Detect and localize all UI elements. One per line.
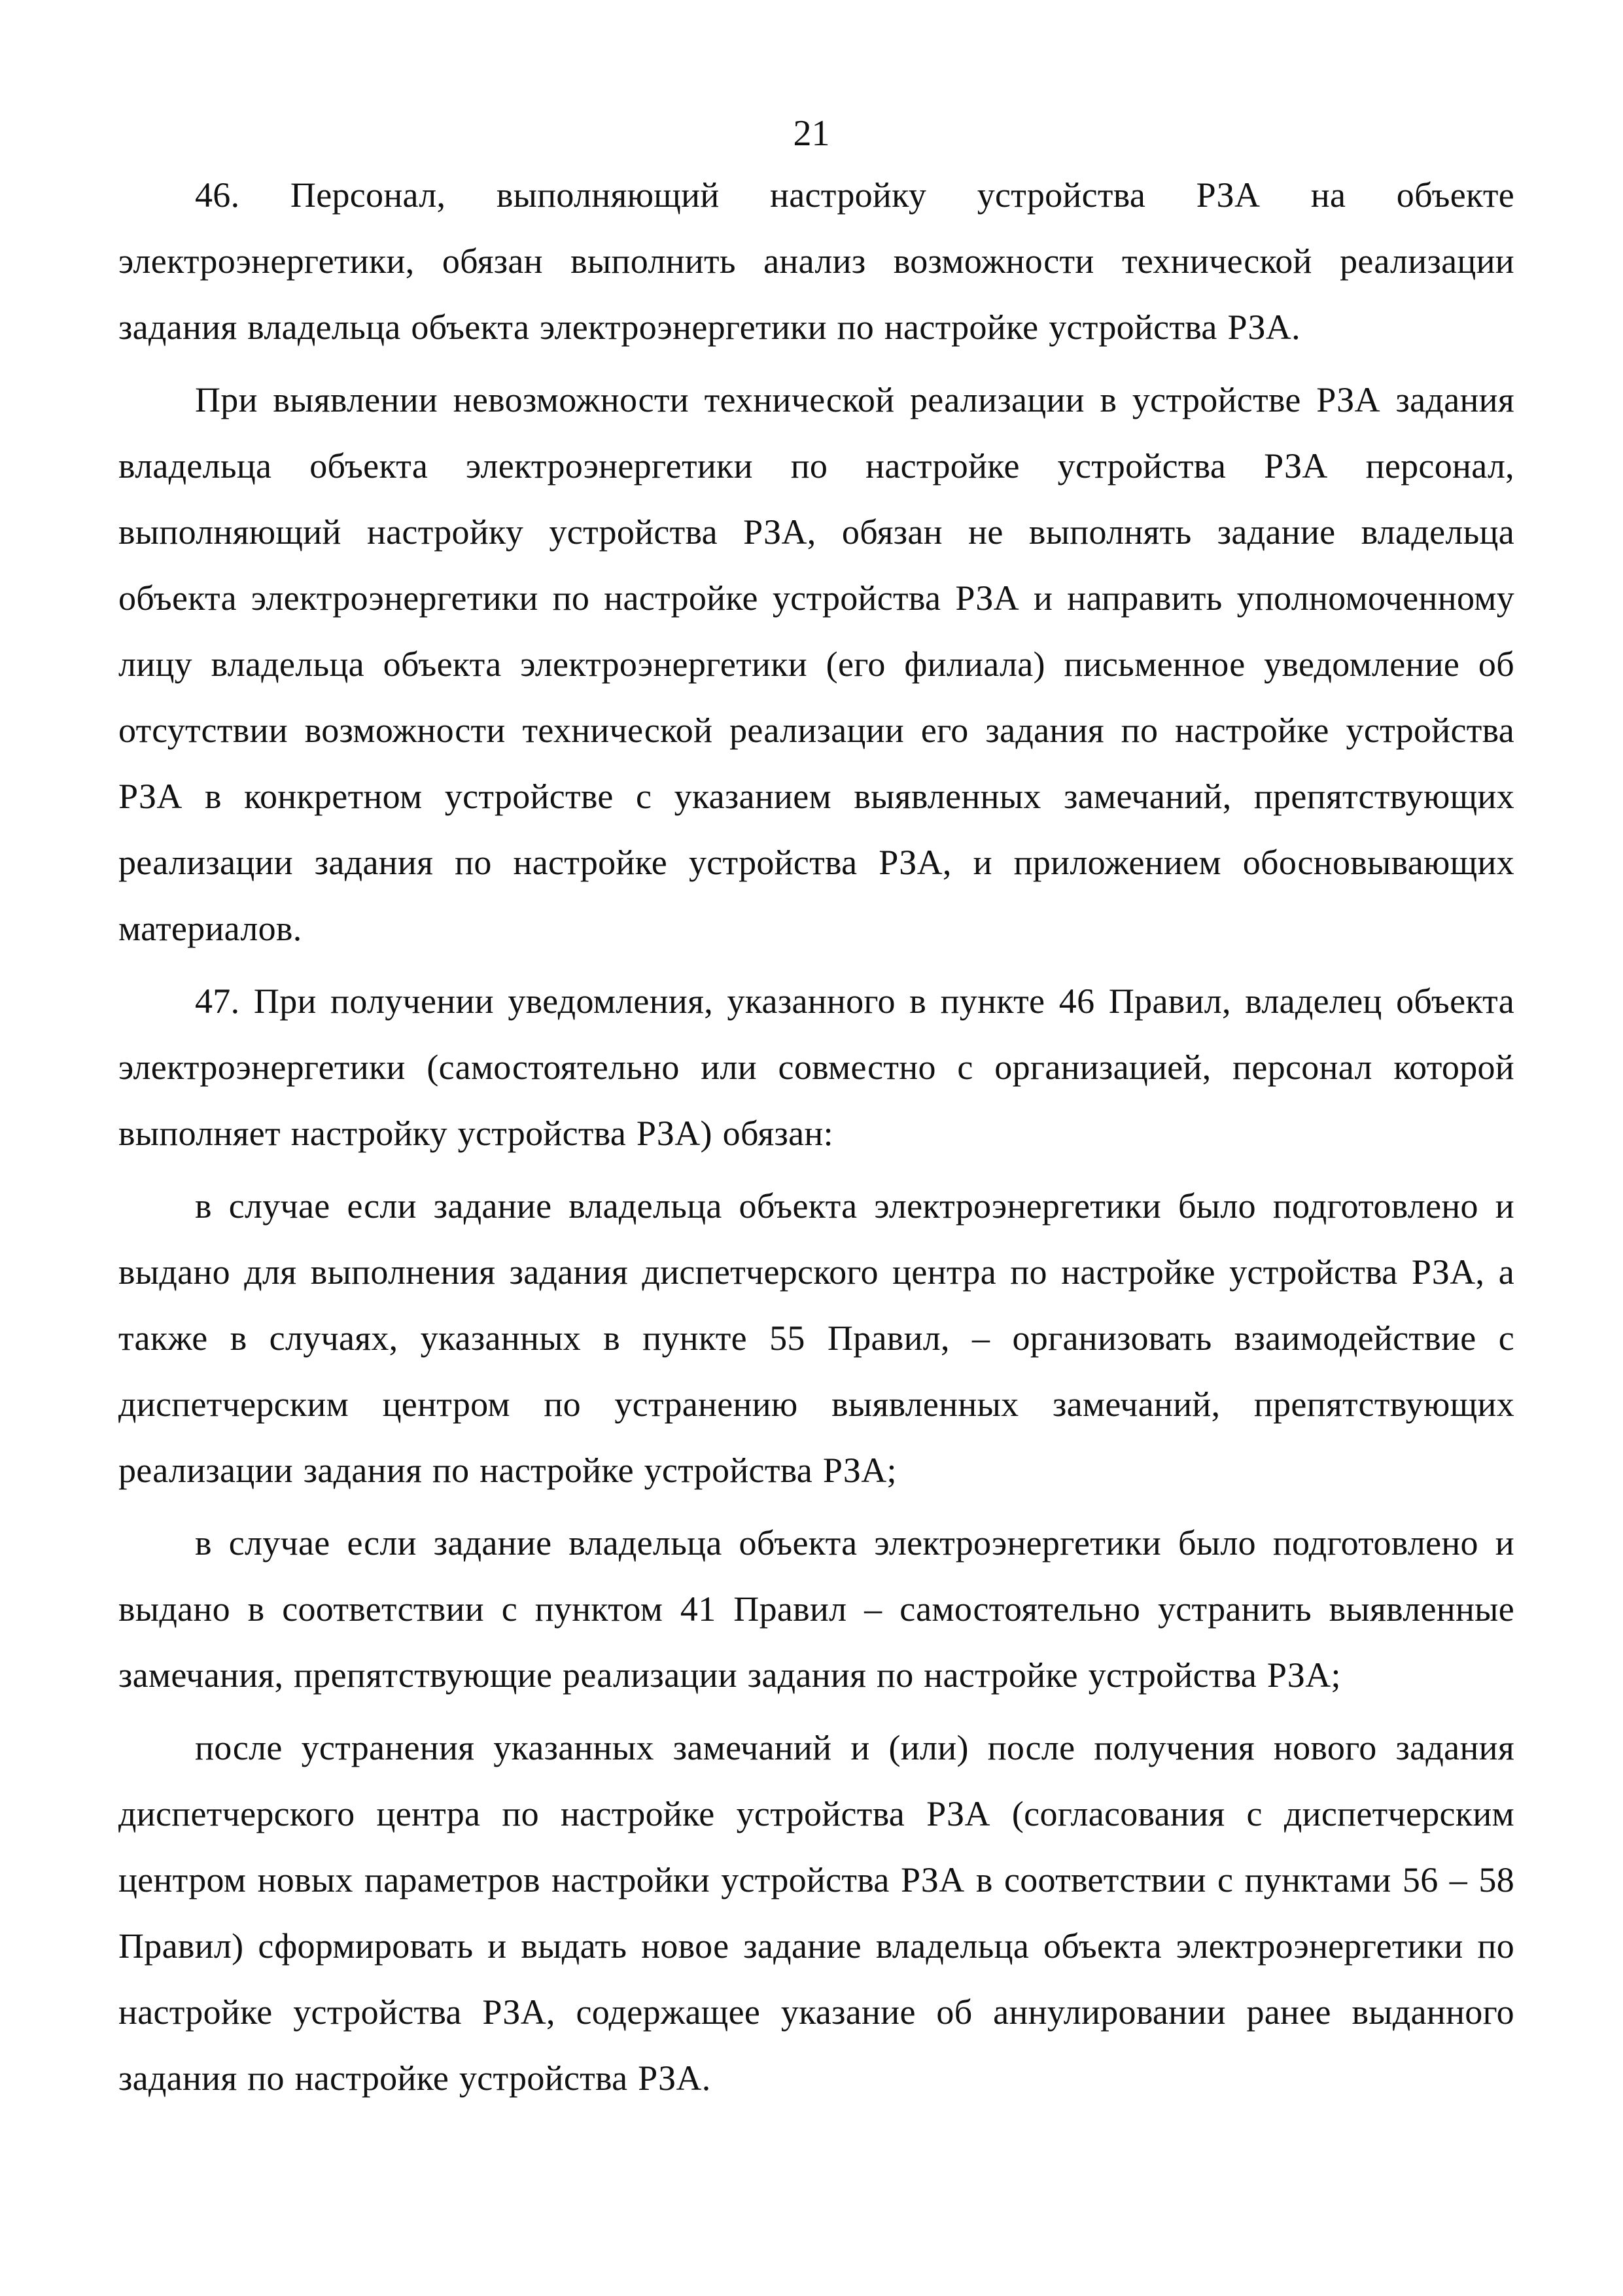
paragraph-47-new-task: после устранения указанных замечаний и (или) после получения нового задания диспетчерского центра по настройке устройства РЗА (согласования с диспетчерским центром новых параметров настройки устройства РЗА в соответствии с пунктами 56 – 58 Правил) сформировать и выдать новое задание владельца объекта электроэнергетики по настройке устройства РЗА, содержащее указание об аннулировании ранее выданного задания по настройке устройства РЗА. xyxy=(118,1728,1514,2098)
page-number: 21 xyxy=(793,113,830,154)
paragraph-46-analysis: 46. Персонал, выполняющий настройку устройства РЗА на объекте электроэнергетики, обязан выполнить анализ возможности технической реализации задания владельца объекта электроэнергетики по настройке устройства РЗА. xyxy=(118,175,1514,347)
paragraph-47-intro: 47. При получении уведомления, указанного в пункте 46 Правил, владелец объекта электроэнергетики (самостоятельно или совместно с организацией, персонал которой выполняет настройку устройства РЗА) обязан: xyxy=(118,981,1514,1153)
paragraph-46-impossibility-notice: При выявлении невозможности технической реализации в устройстве РЗА задания владельца объекта электроэнергетики по настройке устройства РЗА персонал, выполняющий настройку устройства РЗА, обязан не выполнять задание владельца объекта электроэнергетики по настройке устройства РЗА и направить уполномоченному лицу владельца объекта электроэнергетики (его филиала) письменное уведомление об отсутствии возможности технической реализации его задания по настройке устройства РЗА в конкретном устройстве с указанием выявленных замечаний, препятствующих реализации задания по настройке устройства РЗА, и приложением обосновывающих материалов. xyxy=(118,380,1514,948)
paragraph-47-self-correction-case: в случае если задание владельца объекта электроэнергетики было подготовлено и выдано в соответствии с пунктом 41 Правил – самостоятельно устранить выявленные замечания, препятствующие реализации задания по настройке устройства РЗА; xyxy=(118,1523,1514,1695)
paragraph-47-dispatch-case: в случае если задание владельца объекта электроэнергетики было подготовлено и выдано для выполнения задания диспетчерского центра по настройке устройства РЗА, а также в случаях, указанных в пункте 55 Правил, – организовать взаимодействие с диспетчерским центром по устранению выявленных замечаний, препятствующих реализации задания по настройке устройства РЗА; xyxy=(118,1186,1514,1490)
body-text xyxy=(118,162,1514,2118)
